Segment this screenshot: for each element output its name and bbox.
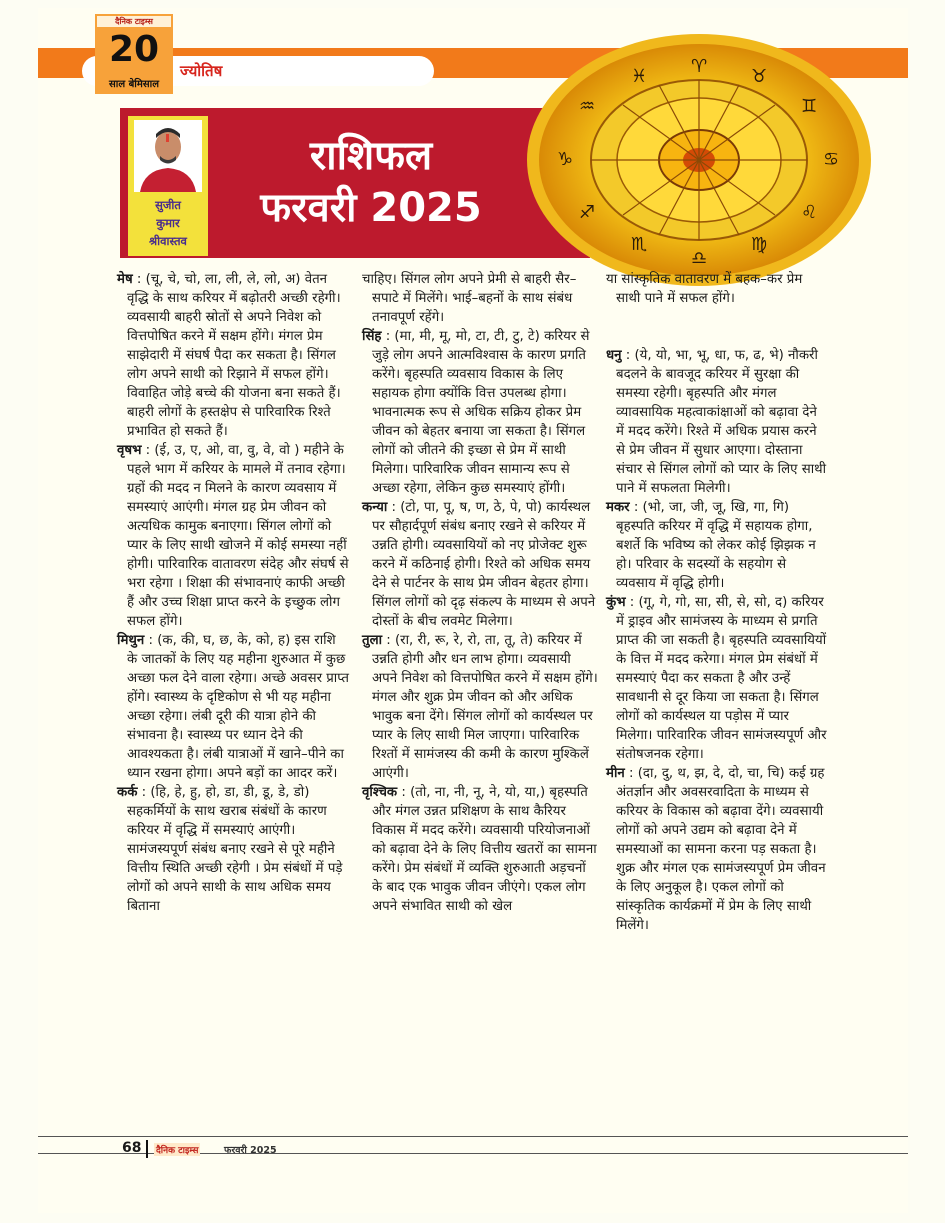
- sign-name: मकर: [606, 500, 630, 515]
- footer-issue-date: फरवरी 2025: [224, 1145, 277, 1156]
- horoscope-entry: [606, 764, 828, 935]
- prediction-text: सहकर्मियों के साथ खराब संबंधों के कारण करियर में वृद्धि में समस्याएं आएंगी। सामंजस्यपूर्ण संबंध बनाए रखने से पूरे महीने वित्तीय स्थिति अच्छी रहेगी । प्रेम संबंधों में पड़े लोगों को अपने साथी के साथ अधिक समय बिताना: [127, 804, 343, 914]
- column-spacer: [606, 308, 828, 346]
- badge-number: 20: [108, 29, 160, 70]
- sign-syllables: : (हि, हे, हु, हो, डा, डी, डू, डे, डो): [137, 785, 310, 800]
- svg-text:♓: ♓: [631, 66, 648, 87]
- prediction-text: करियर से जुड़े लोग अपने आत्मविश्वास के कारण प्रगति करेंगे। बृहस्पति व्यवसाय विकास के लिए सहायक होगा क्योंकि वित्त उपलब्ध होगा। भावनात्मक रूप से अधिक सक्रिय होकर प्रेम जीवन को बेहतर बनाया जा सकता है। सिंगल लोगों को जीतने की इच्छा से प्रेम में साथी मिलेगा। पारिवारिक जीवन सामान्य रूप से अच्छा रहेगा, लेकिन कुछ समस्याएं होंगी।: [372, 329, 590, 496]
- footer-rule-top: [38, 1136, 908, 1137]
- horoscope-entry: [606, 346, 828, 498]
- svg-text:♒: ♒: [579, 96, 596, 117]
- sign-name: वृषभ: [117, 443, 142, 458]
- author-name-line1: सुजीत: [155, 198, 181, 212]
- column-2-entries: [362, 327, 598, 916]
- svg-text:♊: ♊: [801, 96, 818, 117]
- column-2: [362, 270, 598, 916]
- svg-text:♈: ♈: [691, 56, 708, 77]
- sign-syllables: : (ई, उ, ए, ओ, वा, वु, वे, वो ): [141, 443, 300, 458]
- title-line2: फरवरी 2025: [260, 185, 482, 231]
- sign-syllables: : (तो, ना, नी, नू, ने, यो, या,): [397, 785, 546, 800]
- column-3: [606, 270, 828, 935]
- prediction-text: कई ग्रह अंतर्ज्ञान और अवसरवादिता के माध्यम से करियर के विकास को बढ़ावा देंगे। व्यवसायी लोगों को अपने उद्यम को बढ़ावा देने में समस्याओं का सामना करना पड़ सकता है। शुक्र और मंगल एक सामंजस्यपूर्ण प्रेम जीवन के लिए अनुकूल है। एकल लोगों को सांस्कृतिक कार्यक्रमों में प्रेम के लिए साथी मिलेंगे।: [616, 766, 826, 933]
- prediction-text: महीने के पहले भाग में करियर के मामले में तनाव रहेगा। ग्रहों की मदद न मिलने के कारण व्यवसाय में समस्याएं आएंगी। मंगल ग्रह प्रेम जीवन को अत्यधिक कामुक बनाएगा। सिंगल लोगों को प्यार के लिए साथी खोजने में कोई समस्या नहीं होगी। पारिवारिक वातावरण संदेह और संघर्ष से भरा रहेगा । शिक्षा की संभावनाएं काफी अच्छी हैं और उच्च शिक्षा प्राप्त करने के इच्छुक लोग सफल होंगे।: [127, 443, 349, 629]
- zodiac-wheel-illustration: [523, 30, 875, 290]
- svg-text:♉: ♉: [751, 66, 768, 87]
- horoscope-entry: [362, 498, 598, 631]
- title-line1: राशिफल: [309, 133, 433, 179]
- sign-name: मेष: [117, 272, 133, 287]
- continuation-text: चाहिए। सिंगल लोग अपने प्रेमी से बाहरी सैर–सपाटे में मिलेंगे। भाई–बहनों के साथ संबंध तनावपूर्ण रहेंगे।: [362, 272, 577, 325]
- prediction-text: वेतन वृद्धि के साथ करियर में बढ़ोतरी अच्छी रहेगी। व्यवसायी बाहरी स्रोतों से अपने निवेश को वित्तपोषित करने में सक्षम होंगे। मंगल प्रेम साझेदारी में संघर्ष पैदा कर सकता है। सिंगल लोग अपने साथी को रिझाने में सफल होंगे। विवाहित जोड़े बच्चे की योजना बना सकते हैं। बाहरी लोगों के हस्तक्षेप से पारिवारिक रिश्ते प्रभावित हो सकते हैं।: [127, 272, 341, 439]
- author-name-line2: कुमार: [156, 216, 180, 230]
- prediction-text: इस राशि के जातकों के लिए यह महीना शुरुआत में कुछ अच्छा फल देने वाला रहेगा। अच्छे अवसर प्राप्त होंगे। स्वास्थ्य के दृष्टिकोण से भी यह महीना अच्छा रहेगा। लंबी दूरी की यात्रा होने की संभावना है। स्वास्थ्य पर ध्यान देने की आवश्यकता है। लंबी यात्राओं में खाने–पीने का ध्यान रखना होगा। अपने बड़ों का आदर करें।: [127, 633, 349, 781]
- footer-magazine-name: दैनिक टाइम्स: [154, 1143, 200, 1156]
- continuation-text: या सांस्कृतिक वातावरण में बहक–कर प्रेम साथी पाने में सफल होंगे।: [606, 272, 803, 306]
- svg-text:♑: ♑: [557, 149, 574, 170]
- horoscope-entry: [606, 498, 828, 593]
- horoscope-entry: [362, 631, 598, 783]
- svg-text:♍: ♍: [751, 234, 768, 255]
- sign-syllables: : (टो, पा, पू, ष, ण, ठे, पे, पो): [387, 500, 543, 515]
- column-3-entries: [606, 346, 828, 935]
- footer-separator: [146, 1140, 148, 1158]
- sign-syllables: : (भो, जा, जी, जू, खि, गा, गि): [629, 500, 790, 515]
- badge-magazine-name: दैनिक टाइम्स: [97, 16, 171, 27]
- sign-syllables: : (दा, दु, थ, झ, दे, दो, चा, चि): [624, 766, 785, 781]
- page-number: 68: [122, 1140, 142, 1156]
- section-label: ज्योतिष: [180, 62, 223, 80]
- sign-name: मिथुन: [117, 633, 145, 648]
- horoscope-entry: [117, 441, 349, 631]
- horoscope-entry: [606, 593, 828, 764]
- sign-syllables: : (गू, गे, गो, सा, सी, से, सो, द): [625, 595, 788, 610]
- sign-syllables: : (मा, मी, मू, मो, टा, टी, टु, टे): [381, 329, 540, 344]
- author-card: [128, 116, 208, 256]
- prediction-text: नौकरी बदलने के बावजूद करियर में सुरक्षा की समस्या रहेगी। बृहस्पति और मंगल व्यावसायिक महत्वाकांक्षाओं को बढ़ावा देने में मदद करेंगे। रिश्ते में अधिक प्रयास करने से प्रेम जीवन में सुधार आएगा। दोस्ताना संचार से सिंगल लोगों को प्यार के लिए साथी पाने में सफलता मिलेगी।: [616, 348, 827, 496]
- author-portrait-icon: [134, 120, 202, 192]
- sign-name: कर्क: [117, 785, 138, 800]
- sign-syllables: : (ये, यो, भा, भू, धा, फ, ढ, भे): [621, 348, 784, 363]
- horoscope-entry: [117, 270, 349, 441]
- sign-name: कन्या: [362, 500, 388, 515]
- svg-text:♏: ♏: [631, 234, 648, 255]
- sign-syllables: : (रा, री, रू, रे, रो, ता, तू, ते): [382, 633, 534, 648]
- column-1: [117, 270, 349, 916]
- svg-text:♐: ♐: [579, 202, 596, 223]
- prediction-text: कार्यस्थल पर सौहार्दपूर्ण संबंध बनाए रखने से करियर में उन्नति होगी। व्यवसायियों को नए प्रोजेक्ट शुरू करने में कठिनाई होगी। रिश्ते को अधिक समय देने से पार्टनर के साथ प्रेम जीवन बेहतर होगा। सिंगल लोगों को दृढ़ संकल्प के माध्यम से अपने दोस्तों के बीच लवमेट मिलेगा।: [372, 500, 596, 629]
- sign-name: सिंह: [362, 329, 382, 344]
- page-title: [236, 130, 506, 234]
- horoscope-entry: [117, 631, 349, 783]
- sign-name: तुला: [362, 633, 383, 648]
- badge-caption: साल बेमिसाल: [108, 79, 160, 90]
- author-name-line3: श्रीवास्तव: [149, 234, 187, 248]
- author-photo: [134, 120, 202, 192]
- prediction-text: बृहस्पति और मंगल उन्नत प्रशिक्षण के साथ कैरियर विकास में मदद करेंगे। व्यवसायी परियोजनाओं को बढ़ावा देने के लिए वित्तीय खतरों का सामना करेंगे। प्रेम संबंधों में व्यक्ति शुरुआती अड़चनों के बाद एक भावुक जीवन जीएंगे। एकल लोग अपने संभावित साथी को खेल: [372, 785, 597, 914]
- sign-name: धनु: [606, 348, 622, 363]
- sign-name: वृश्चिक: [362, 785, 398, 800]
- svg-text:♋: ♋: [823, 149, 840, 170]
- prediction-text: करियर में ड्राइव और सामंजस्य के माध्यम से प्रगति प्राप्त की जा सकती है। बृहस्पति व्यवसायियों के वित्त में मदद करेगा। मंगल प्रेम संबंधों में समस्याएं पैदा कर सकता है और उन्हें सावधानी से दूर किया जा सकता है। सिंगल लोगों को कार्यस्थल या पड़ोस में प्यार मिलेगा। पारिवारिक जीवन सामंजस्यपूर्ण और संतोषजनक रहेगा।: [616, 595, 827, 762]
- author-name: [128, 196, 208, 250]
- sign-name: कुंभ: [606, 595, 626, 610]
- svg-text:♌: ♌: [801, 202, 818, 223]
- horoscope-entry: [362, 327, 598, 498]
- prediction-text: करियर में उन्नति होगी और धन लाभ होगा। व्यवसायी अपने निवेश को वित्तपोषित करने में सक्षम होंगे। मंगल और शुक्र प्रेम जीवन को और अधिक भावुक बना देंगे। सिंगल लोगों को कार्यस्थल पर प्यार के लिए साथी मिल जाएगा। पारिवारिक रिश्तों में सामंजस्य की कमी के कारण मुश्किलें आएंगी।: [372, 633, 598, 781]
- sign-syllables: : (क, की, घ, छ, के, को, ह): [144, 633, 291, 648]
- svg-text:♎: ♎: [691, 248, 708, 269]
- sign-syllables: : (चू, चे, चो, ला, ली, ले, लो, अ): [132, 272, 301, 287]
- horoscope-entry: [117, 783, 349, 916]
- prediction-text: बृहस्पति करियर में वृद्धि में सहायक होगा, बशर्ते कि भविष्य को लेकर कोई झिझक न हो। परिवार के सदस्यों के सहयोग से व्यवसाय में वृद्धि होगी।: [616, 519, 816, 591]
- sign-name: मीन: [606, 766, 625, 781]
- horoscope-entry: [362, 783, 598, 916]
- anniversary-badge: [95, 14, 173, 94]
